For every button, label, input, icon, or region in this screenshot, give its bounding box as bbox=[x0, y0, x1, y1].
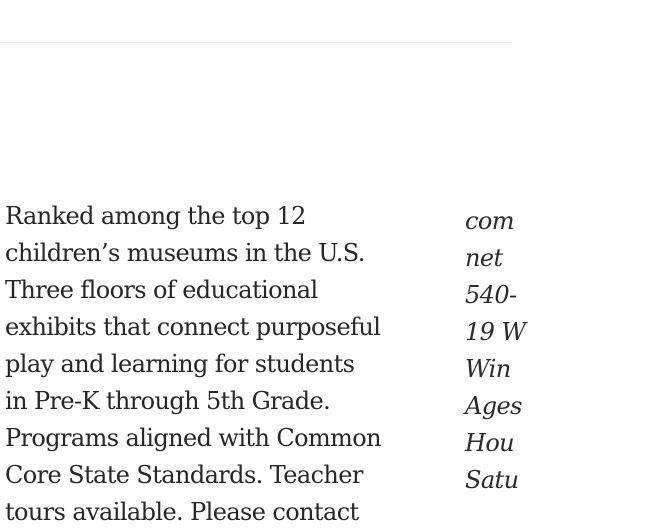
description-line: Ranked among the top 12 bbox=[5, 202, 306, 230]
contact-line: Ages bbox=[465, 392, 522, 420]
contact-line: net bbox=[465, 244, 503, 272]
description-line: Core State Standards. Teacher bbox=[5, 461, 363, 489]
description-line: children’s museums in the U.S. bbox=[5, 239, 365, 267]
description-line: Programs aligned with Common bbox=[5, 424, 381, 452]
description-line: exhibits that connect purposeful bbox=[5, 313, 381, 341]
contact-line: Hou bbox=[465, 429, 515, 457]
contact-info-column bbox=[465, 203, 665, 499]
contact-line: 540- bbox=[465, 281, 517, 309]
contact-line: Win bbox=[465, 355, 511, 383]
divider-line bbox=[0, 42, 512, 43]
museum-description bbox=[5, 198, 445, 531]
description-line: in Pre-K through 5th Grade. bbox=[5, 387, 331, 415]
contact-line: com bbox=[465, 207, 514, 235]
description-line: play and learning for students bbox=[5, 350, 355, 378]
contact-line: Satu bbox=[465, 466, 519, 494]
contact-line: 19 W bbox=[465, 318, 526, 346]
description-line: Three floors of educational bbox=[5, 276, 318, 304]
description-line: tours available. Please contact bbox=[5, 498, 359, 526]
